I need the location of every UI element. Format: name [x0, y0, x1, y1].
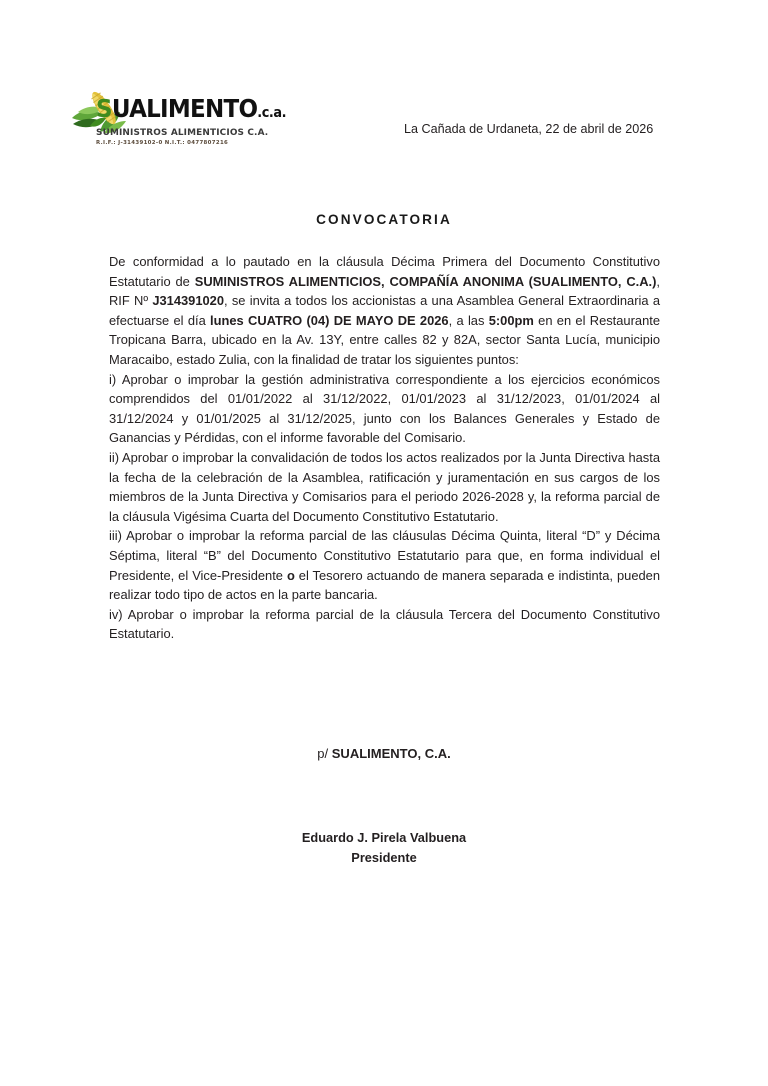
signatory-role: Presidente [351, 850, 417, 865]
signatory-name: Eduardo J. Pirela Valbuena [301, 830, 467, 845]
paragraph-item-i: i) Aprobar o improbar la gestión administrativa correspondiente a los ejercicios económicos comprendidos del 01/01/2022 al 31/12/2022, 01/01/2023 al 31/12/2023, 01/01/2024 al 31/12/2024 y 01/01/2025 al 31/12/2025, junto con los Balances Generales y Estado de Ganancias y Pérdidas, con el informe favorable del Comisario. [109, 371, 660, 446]
paragraph-item-iv: iv) Aprobar o improbar la reforma parcial de la cláusula Tercera del Documento Constitutivo Estatutario. [109, 606, 660, 642]
lead-text-5: en en el Restaurante Tropicana Barra, ubicado en la Av. 13Y, entre calles 82 y 82A, sector Santa Lucía, municipio Maracaibo, estado Zulia, con la finalidad de tratar los siguientes puntos: [109, 312, 660, 367]
logo-brand-name [96, 94, 287, 126]
logo-brand-rest: UALIMENTO [111, 94, 258, 123]
lead-bold-rif: J314391020 [152, 293, 225, 309]
item-iii-text-a: iii) Aprobar o improbar la reforma parcial de las cláusulas Décima Quinta, literal “D” y Décima Séptima, literal “B” del Documento Constitutivo Estatutario para que, en forma individual el Presidente, el Vice-Presidente [109, 528, 660, 583]
lead-text-4: , a las [448, 312, 489, 328]
document-date-line: La Cañada de Urdaneta, 22 de abril de 2026 [404, 122, 654, 136]
lead-text-3: , se invita a todos los accionistas a una Asamblea General Extraordinaria a efectuarse el día [109, 293, 660, 328]
lead-bold-time: 5:00pm [488, 312, 534, 328]
logo-registry-line: R.I.F.: J-31439102-0 N.I.T.: 0477807216 [96, 140, 229, 146]
logo-brand-initial: S [96, 94, 112, 123]
lead-bold-date: lunes CUATRO (04) DE MAYO DE 2026 [210, 312, 449, 328]
paragraph-lead [109, 252, 660, 370]
logo-wordmark [96, 94, 287, 147]
paragraph-item-iii [109, 526, 660, 604]
page-title: CONVOCATORIA [316, 212, 452, 227]
item-iii-text-b: el Tesorero actuando de manera separada e indistinta, pueden realizar todo tipo de actos en la parte bancaria. [109, 567, 661, 603]
logo-subtitle: SUMINISTROS ALIMENTICIOS C.A. [96, 127, 269, 138]
item-iii-conjunction: o [286, 567, 295, 583]
lead-bold-company: SUMINISTROS ALIMENTICIOS, COMPAÑÍA ANONIMA (SUALIMENTO, C.A.) [194, 273, 657, 289]
signature-for-prefix: p/ [317, 746, 332, 761]
logo-brand-suffix: .c.a. [257, 105, 287, 121]
paragraph-item-ii: ii) Aprobar o improbar la convalidación de todos los actos realizados por la Junta Directiva hasta la fecha de la celebración de la Asamblea, ratificación y juramentación en sus cargos de los miembros de la Junta Directiva y Comisarios para el periodo 2026-2028 y, la reforma parcial de la cláusula Vigésima Cuarta del Documento Constitutivo Estatutario. [109, 449, 660, 524]
lead-text-1: De conformidad a lo pautado en la cláusula Décima Primera del Documento Constitutivo Estatutario de [109, 254, 660, 289]
signature-for-company: SUALIMENTO, C.A. [331, 746, 451, 761]
document-header [0, 0, 768, 175]
document-body [109, 252, 660, 644]
company-logo [70, 88, 287, 150]
signature-for-line [0, 746, 768, 761]
lead-text-2: , RIF Nº [109, 273, 661, 309]
